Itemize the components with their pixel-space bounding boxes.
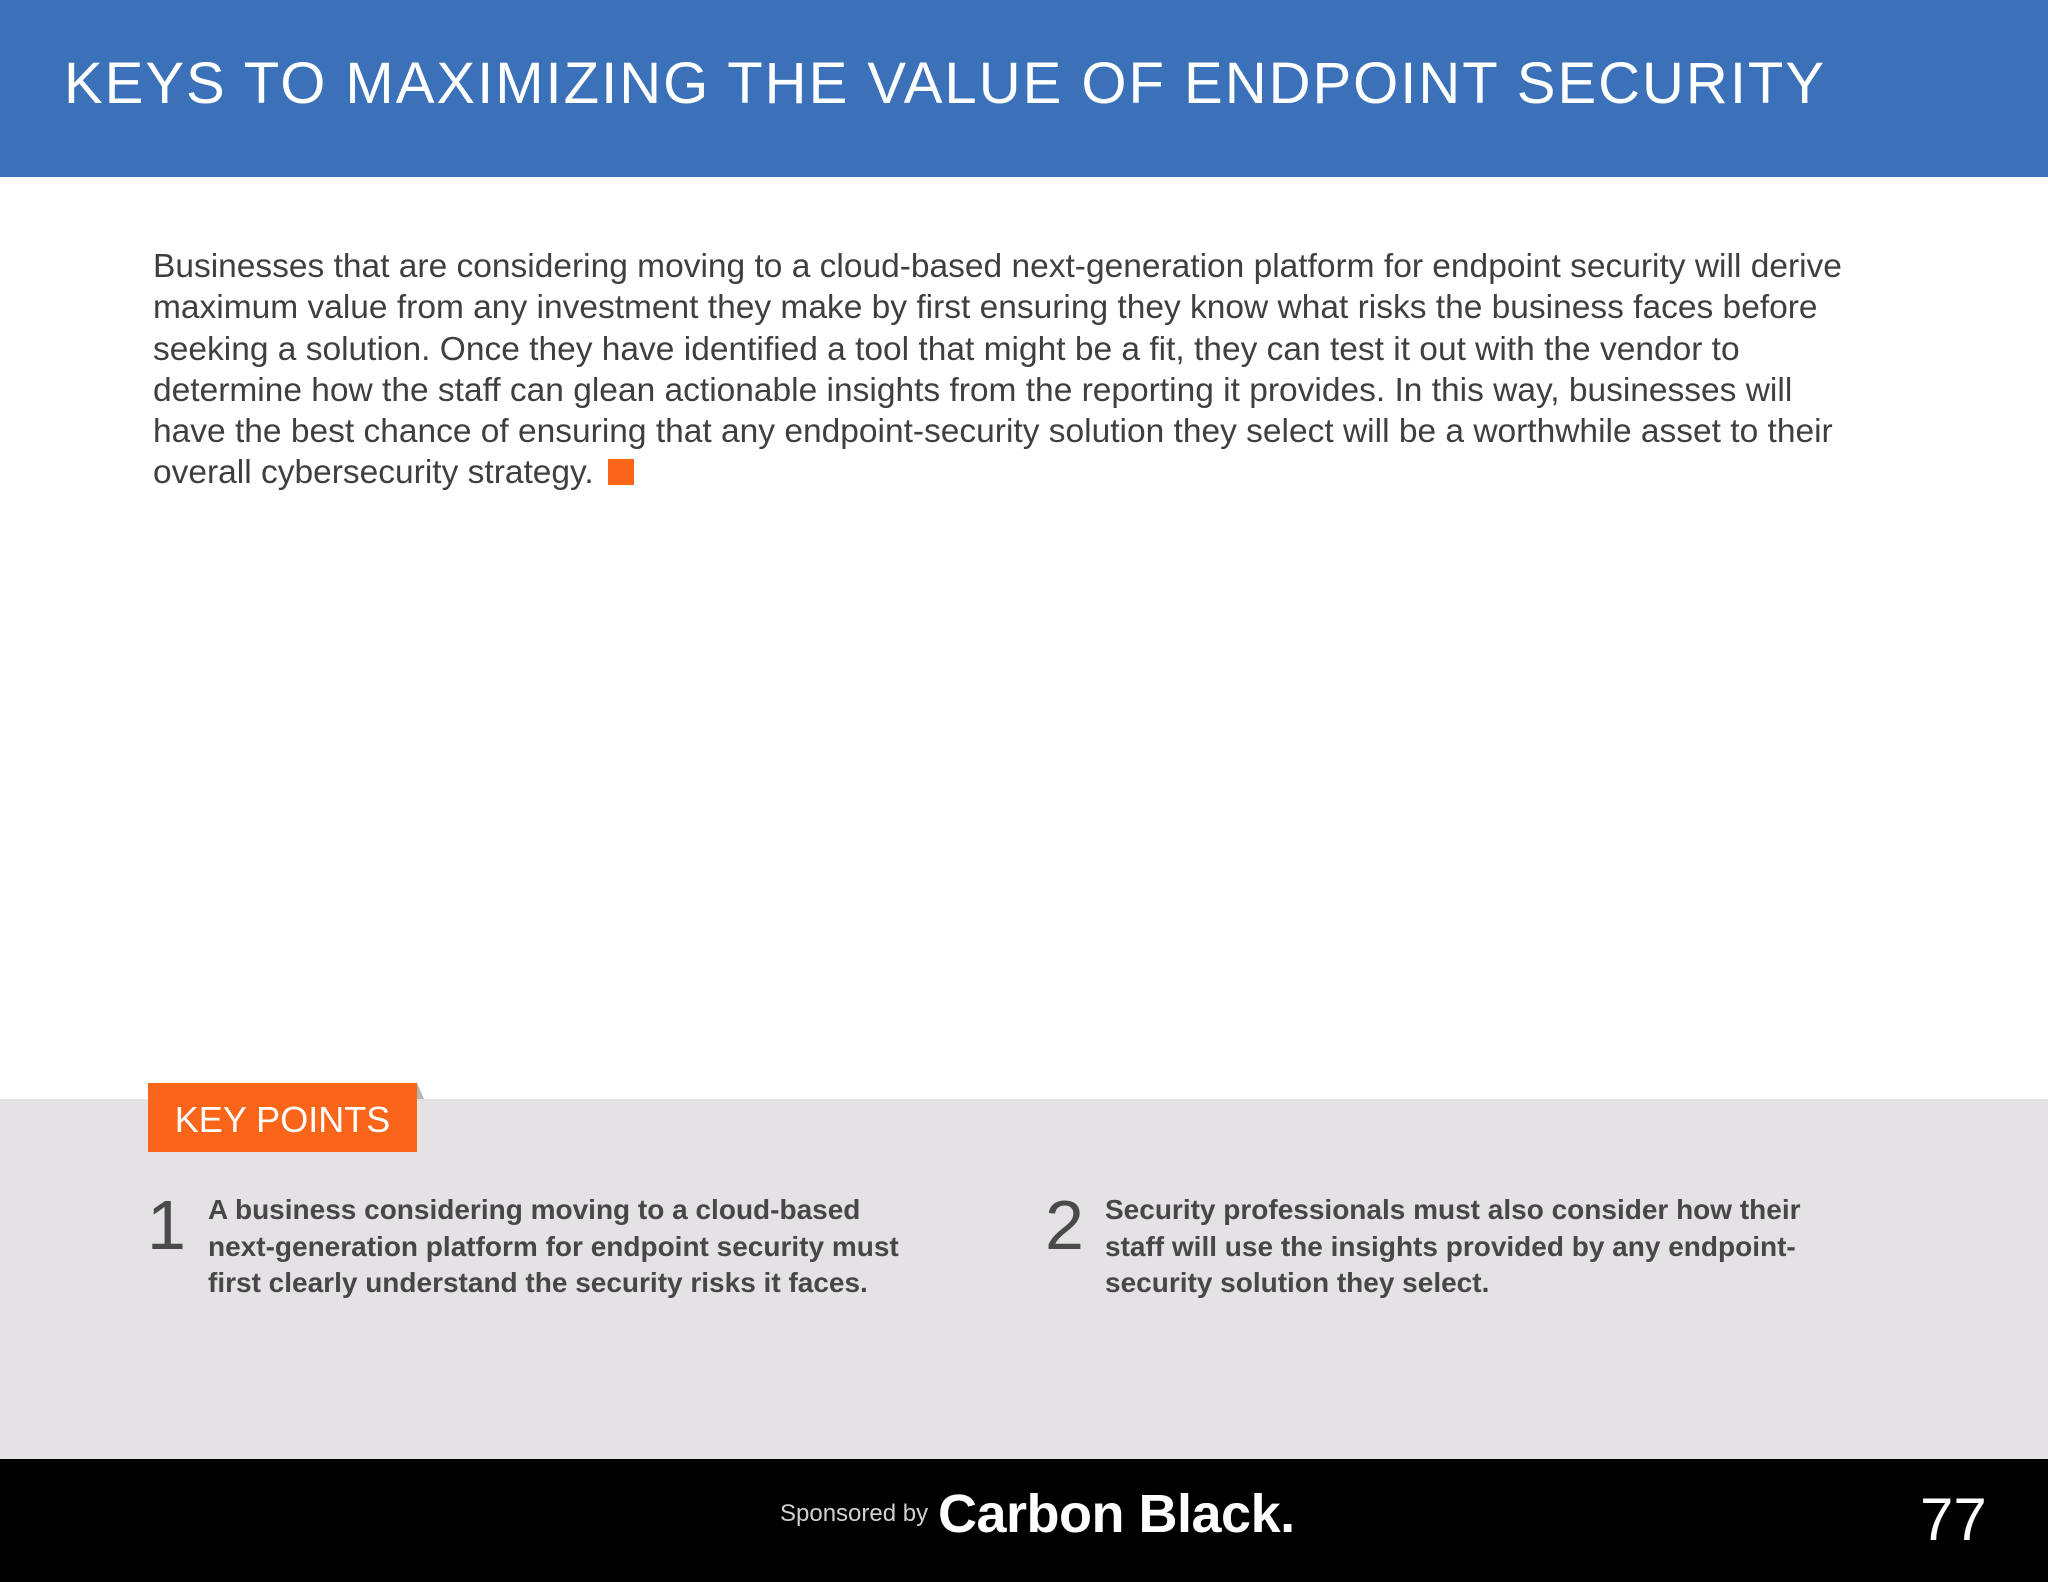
paragraph-text: Businesses that are considering moving to a cloud-based next-generation platform for endpoint security will derive maximum value from any investment they make by first ensuring they know what risks the business faces before seeking a solution. Once they have identified a tool that might be a fit, they can test it out with the vendor to determine how the staff can glean actionable insights from the reporting it provides. In this way, businesses will have the best chance of ensuring that any endpoint-security solution they select will be a worthwhile asset to their overall cybersecurity strategy. xyxy=(153,248,1842,492)
sponsor-logo: Carbon Black. xyxy=(938,1484,1295,1544)
tab-fold-corner xyxy=(417,1083,424,1099)
main-paragraph xyxy=(153,246,1843,494)
key-point-1-number: 1 xyxy=(147,1186,186,1264)
page-number: 77 xyxy=(1920,1486,1987,1553)
key-point-2-text: Security professionals must also consider how their staff will use the insights provided by any endpoint-security solution they select. xyxy=(1105,1194,1801,1298)
end-marker-square-icon xyxy=(608,459,634,485)
key-points-label: KEY POINTS xyxy=(174,1099,391,1140)
sponsored-by-label: Sponsored by xyxy=(780,1500,929,1527)
page-header xyxy=(0,0,2048,177)
key-points-tab xyxy=(148,1083,417,1152)
page-title: KEYS TO MAXIMIZING THE VALUE OF ENDPOINT SECURITY xyxy=(64,51,1827,116)
key-point-2-number: 2 xyxy=(1045,1186,1084,1264)
key-point-1-text: A business considering moving to a cloud-based next-generation platform for endpoint security must first clearly understand the security risks it faces. xyxy=(208,1194,899,1298)
page-footer xyxy=(0,1459,2048,1582)
